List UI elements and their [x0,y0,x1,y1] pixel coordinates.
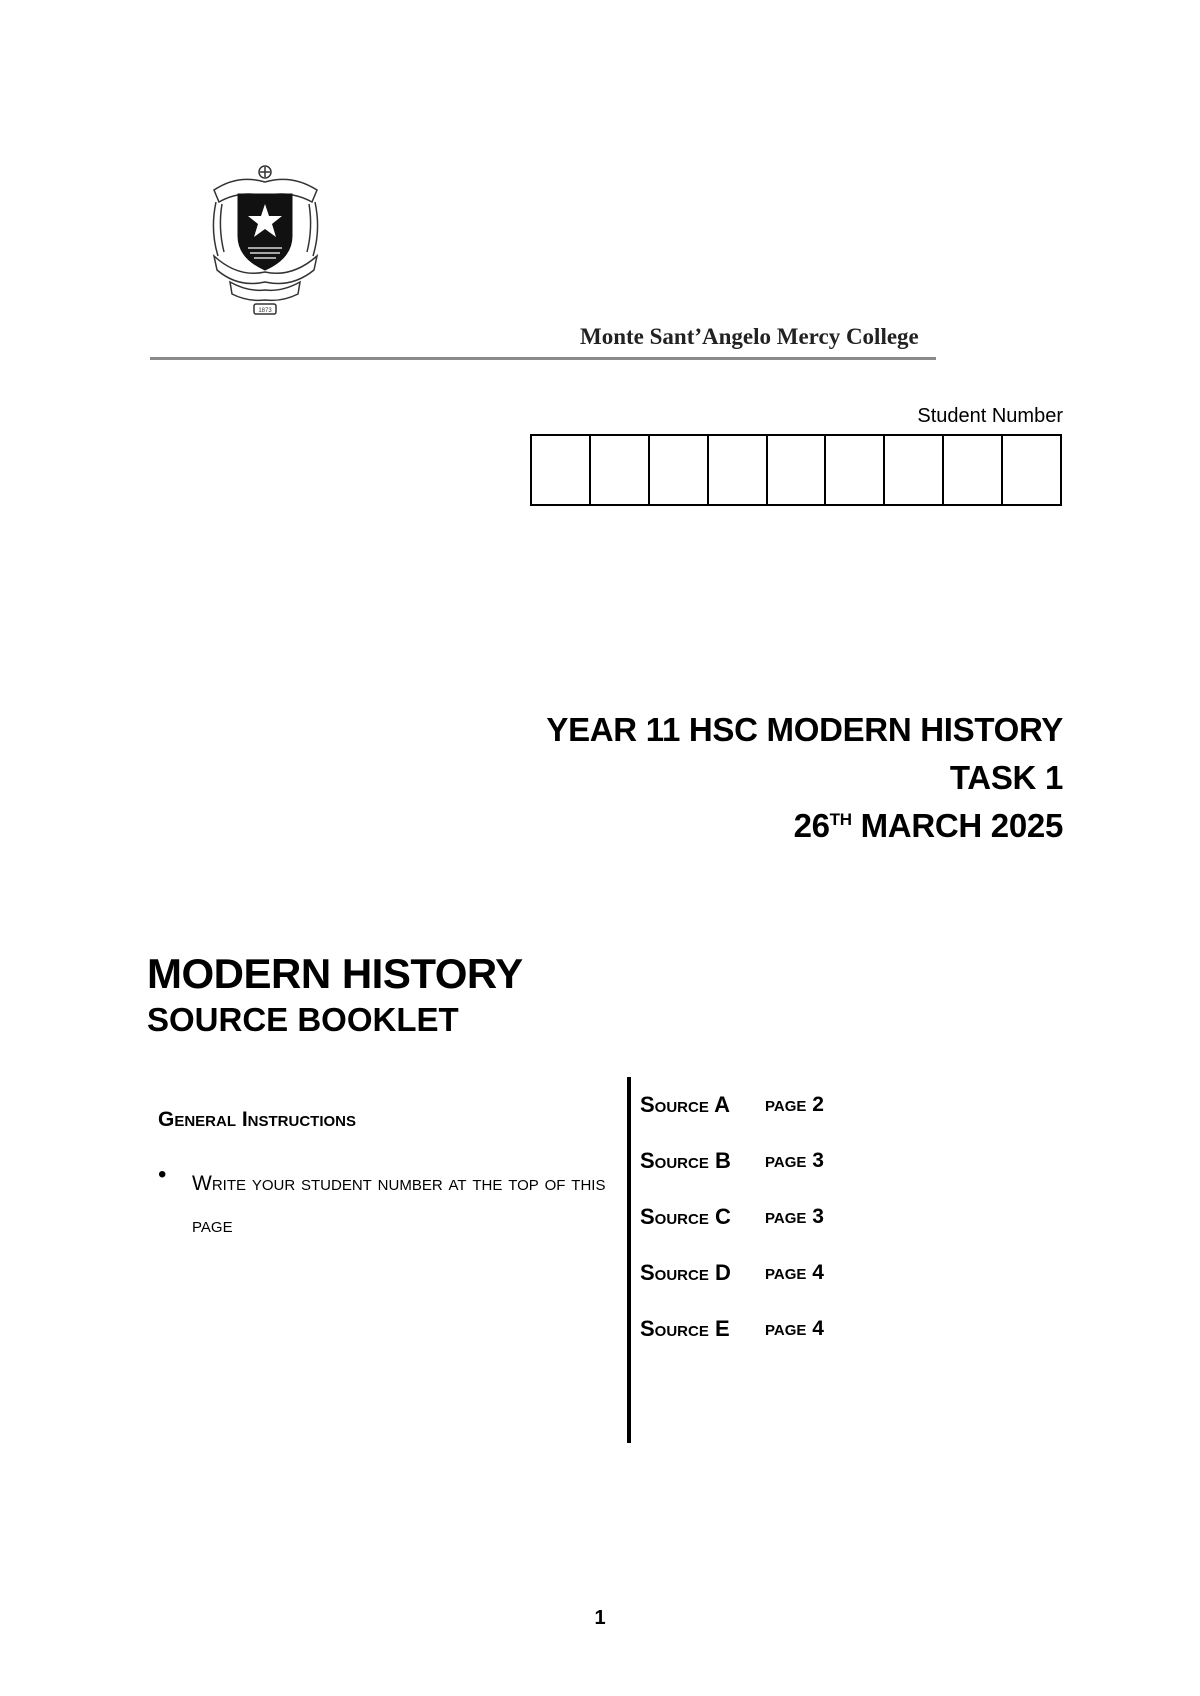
college-crest-logo [208,160,323,320]
exam-date-rest: MARCH 2025 [851,807,1063,844]
source-page: page 4 [765,1317,824,1340]
exam-date-day: 26 [793,807,830,844]
source-list-item [640,1133,824,1189]
source-page: page 2 [765,1093,824,1116]
source-name: Source C [640,1204,731,1229]
student-number-digit-box[interactable] [589,436,648,504]
exam-date-suffix: TH [829,810,852,829]
source-page: page 3 [765,1205,824,1228]
student-number-digit-box[interactable] [942,436,1001,504]
source-list-item [640,1077,824,1133]
general-instructions-heading: General Instructions [158,1108,357,1131]
student-number-digit-box[interactable] [648,436,707,504]
exam-course: YEAR 11 HSC MODERN HISTORY [546,711,1063,748]
vertical-divider [627,1077,631,1443]
student-number-label: Student Number [917,405,1063,427]
document-subtitle: SOURCE BOOKLET [147,1001,459,1038]
student-number-digit-box[interactable] [824,436,883,504]
instruction-item: Write your student number at the top of this page [192,1172,606,1237]
source-name: Source D [640,1260,731,1285]
source-list-item [640,1301,824,1357]
student-number-digit-box[interactable] [532,436,589,504]
source-name: Source A [640,1092,731,1117]
document-title: MODERN HISTORY [147,950,523,997]
bullet-icon: • [158,1161,167,1188]
header-rule [150,357,936,360]
student-number-digit-box[interactable] [707,436,766,504]
exam-task: TASK 1 [949,759,1063,796]
exam-date [546,802,1063,850]
student-number-digit-box[interactable] [766,436,825,504]
source-list-item [640,1245,824,1301]
source-page: page 4 [765,1261,824,1284]
student-number-boxes [530,434,1062,506]
source-page: page 3 [765,1149,824,1172]
source-name: Source E [640,1316,730,1341]
college-name: Monte Sant’Angelo Mercy College [580,324,919,349]
student-number-digit-box[interactable] [883,436,942,504]
exam-title-block [546,706,1063,850]
student-number-digit-box[interactable] [1001,436,1060,504]
source-name: Source B [640,1148,731,1173]
source-list-item [640,1189,824,1245]
page-number: 1 [594,1607,606,1629]
source-list [640,1077,824,1357]
svg-text:1873: 1873 [258,308,272,314]
